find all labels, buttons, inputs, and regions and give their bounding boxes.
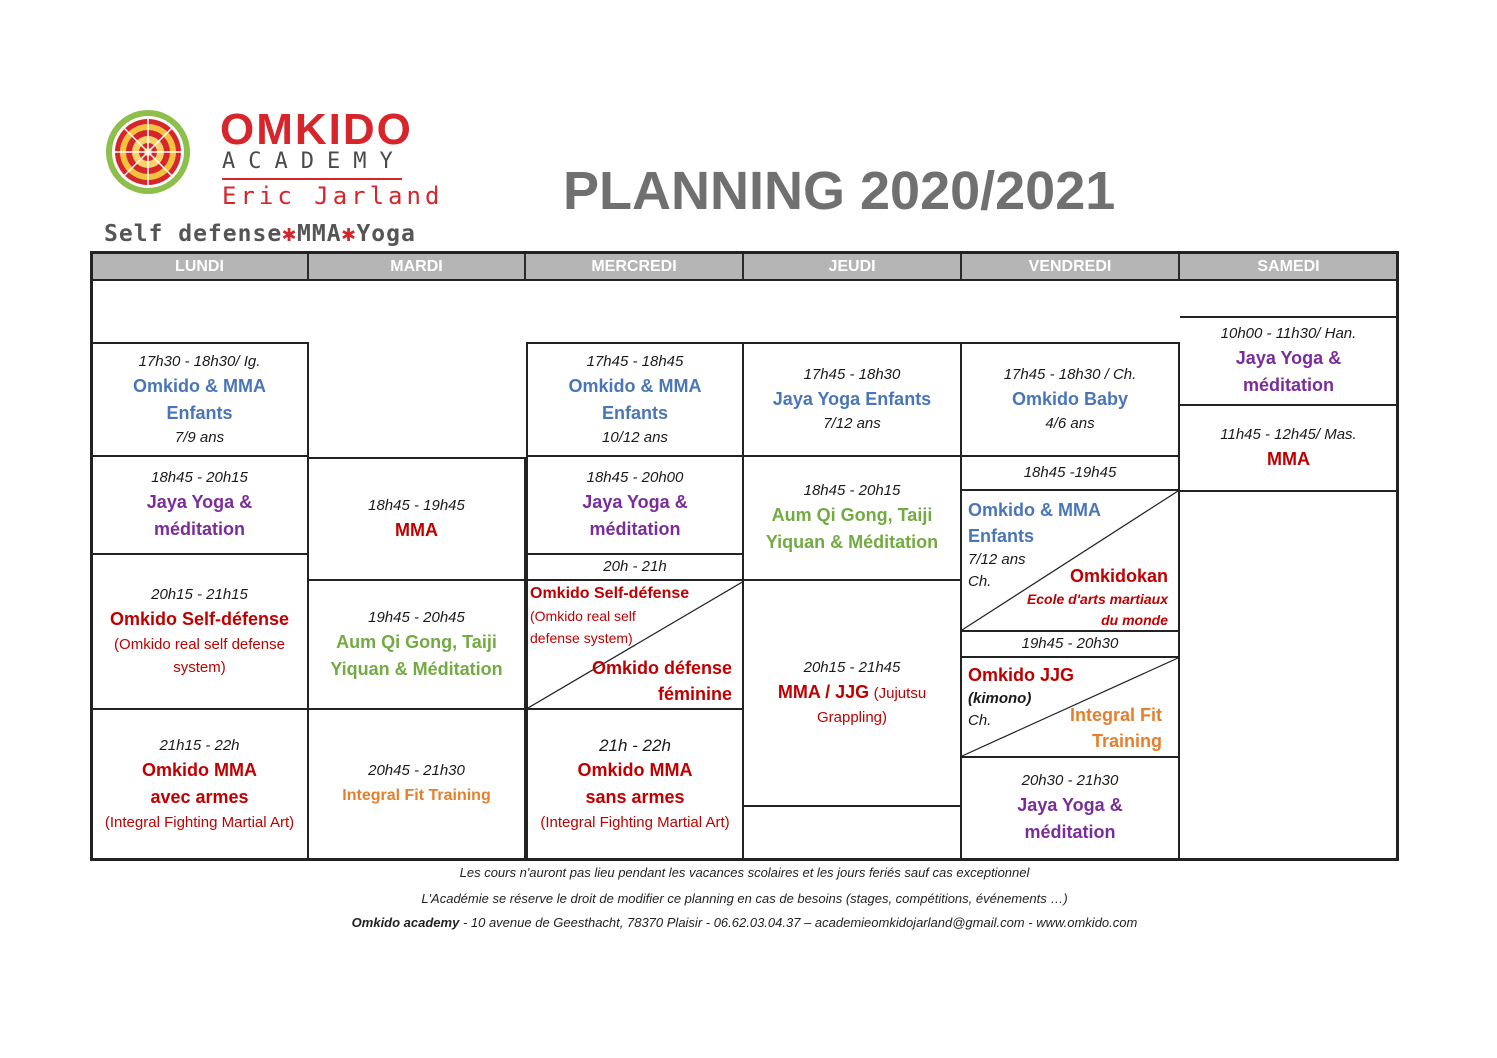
- logo-mandala-icon: [104, 108, 192, 196]
- mercredi-omkido-mma-enfants: [526, 342, 744, 457]
- brand-name: OMKIDO: [220, 105, 413, 154]
- vendredi-19h45: [962, 632, 1180, 658]
- mercredi-20h-21h: [526, 555, 744, 581]
- vendredi-split-cell-2: [962, 658, 1180, 758]
- slot-time: 20h15 - 21h15: [151, 586, 248, 603]
- vendredi-omkido-baby: [962, 342, 1180, 457]
- slot-time: 21h - 22h: [599, 735, 671, 755]
- lundi-omkido-mma-enfants: [92, 342, 309, 457]
- mercredi-split-cell: [526, 581, 744, 710]
- footer-changes-note: L'Académie se réserve le droit de modifier ce planning en cas de besoins (stages, compétitions, événements …): [421, 891, 1068, 906]
- slot-note: (Jujutsu Grappling): [816, 685, 927, 726]
- slot-time: 17h30 - 18h30/ Ig.: [138, 352, 261, 370]
- slot-note-a: (kimono): [968, 690, 1032, 707]
- slot-title: Jaya Yoga & méditation: [146, 492, 253, 539]
- slot-title: Omkido Self-défense: [109, 609, 290, 629]
- slot-note: (Omkido real self defense system): [114, 636, 285, 676]
- brand-tagline: [104, 220, 416, 248]
- slot-time: 20h30 - 21h30: [1021, 772, 1119, 789]
- slot-title: Integral Fit Training: [342, 786, 491, 804]
- tagline-yoga: Yoga: [356, 221, 416, 247]
- slot-time: 20h15 - 21h45: [803, 659, 901, 676]
- vendredi-split-cell-1: [962, 491, 1180, 632]
- mercredi-jaya-yoga: [526, 457, 744, 555]
- slot-time: 20h45 - 21h30: [368, 761, 465, 779]
- slot-time: 17h45 - 18h30 / Ch.: [1003, 366, 1137, 383]
- brand-divider: [222, 178, 402, 180]
- footer-academy-name: Omkido academy: [351, 915, 460, 930]
- slot-time: 18h45 - 20h00: [586, 469, 684, 486]
- slot-age: 7/9 ans: [174, 428, 225, 446]
- brand-academy: ACADEMY: [222, 149, 406, 174]
- samedi-mma: [1180, 406, 1397, 492]
- slot-note: (Integral Fighting Martial Art): [540, 813, 730, 831]
- slot-age: 10/12 ans: [602, 428, 668, 446]
- slot-coach-a: Ch.: [968, 573, 992, 590]
- slot-title: Jaya Yoga & méditation: [582, 492, 688, 539]
- slot-title: Jaya Yoga & méditation: [1017, 795, 1123, 842]
- header-vendredi: VENDREDI: [962, 253, 1180, 280]
- tagline-self-defense: Self defense: [104, 221, 283, 247]
- mercredi-omkido-mma-sans-armes: [526, 710, 744, 858]
- slot-time: 17h45 - 18h45: [586, 352, 684, 370]
- jeudi-empty: [744, 807, 962, 858]
- header-mercredi: MERCREDI: [526, 253, 744, 280]
- mardi-mma: [309, 457, 526, 581]
- slot-time: 11h45 - 12h45/ Mas.: [1220, 425, 1357, 443]
- slot-time: 21h15 - 22h: [159, 736, 240, 754]
- slot-time: 19h45 - 20h45: [368, 608, 465, 626]
- header-samedi: SAMEDI: [1180, 253, 1397, 280]
- slot-title-b: Omkidokan: [1069, 566, 1168, 586]
- lundi-omkido-mma-armes: [92, 710, 309, 858]
- slot-title-a: Omkido & MMA Enfants: [968, 500, 1101, 546]
- slot-time: 18h45 -19h45: [1023, 464, 1117, 481]
- footer-holidays-note: Les cours n'auront pas lieu pendant les vacances scolaires et les jours feriés sauf cas exceptionnel: [459, 865, 1030, 880]
- header-mardi: MARDI: [309, 253, 526, 280]
- slot-title-a: Omkido JJG: [968, 665, 1075, 685]
- header-jeudi: JEUDI: [744, 253, 962, 280]
- slot-title: Omkido & MMA Enfants: [568, 375, 702, 423]
- slot-time: 18h45 - 20h15: [803, 482, 901, 499]
- slot-note-b: Ecole d'arts martiaux du monde: [1026, 591, 1168, 628]
- slot-title-b: Integral Fit Training: [1069, 705, 1162, 751]
- footer-contact-details: - 10 avenue de Geesthacht, 78370 Plaisir - 06.62.03.04.37 – academieomkidojarland@gmail.com - www.omkido.com: [459, 915, 1138, 930]
- page-title: PLANNING 2020/2021: [563, 161, 1116, 221]
- slot-time: 18h45 - 19h45: [368, 496, 465, 514]
- jeudi-jaya-yoga-enfants: [744, 342, 962, 457]
- slot-note-a: (Omkido real self defense system): [530, 608, 636, 646]
- slot-title: MMA: [1267, 448, 1310, 469]
- jeudi-aum-qi-gong: [744, 457, 962, 581]
- vendredi-18h45: [962, 457, 1180, 491]
- slot-title: MMA: [395, 519, 438, 540]
- header-divider: [92, 279, 1397, 281]
- mardi-integral-fit: [309, 710, 526, 858]
- slot-time: 19h45 - 20h30: [1021, 635, 1119, 652]
- slot-time: 20h - 21h: [603, 558, 667, 575]
- slot-title: Aum Qi Gong, Taiji Yiquan & Méditation: [330, 631, 503, 679]
- lundi-jaya-yoga: [92, 457, 309, 555]
- slot-title: Omkido MMA sans armes: [577, 759, 693, 807]
- samedi-jaya-yoga: [1180, 316, 1397, 406]
- slot-title-a: Omkido Self-défense: [530, 585, 690, 602]
- tagline-mma: MMA: [297, 221, 342, 247]
- mardi-aum-qi-gong: [309, 581, 526, 710]
- slot-coach-a: Ch.: [968, 712, 992, 729]
- star-icon: ✱: [341, 221, 357, 247]
- slot-age-a: 7/12 ans: [968, 551, 1026, 568]
- slot-note: (Integral Fighting Martial Art): [104, 813, 295, 831]
- footer-contact: [90, 914, 1399, 932]
- slot-title: Omkido Baby: [1011, 389, 1129, 409]
- slot-title: Omkido MMA avec armes: [142, 759, 257, 807]
- slot-title: Jaya Yoga & méditation: [1235, 348, 1342, 395]
- slot-title: MMA / JJG: [777, 682, 870, 702]
- slot-title: Jaya Yoga Enfants: [772, 389, 932, 409]
- slot-title: Omkido & MMA Enfants: [133, 375, 266, 423]
- brand-owner: Eric Jarland: [222, 182, 444, 210]
- header-lundi: LUNDI: [92, 253, 309, 280]
- slot-title: Aum Qi Gong, Taiji Yiquan & Méditation: [765, 505, 939, 552]
- slot-title-b: Omkido défense féminine: [591, 658, 732, 704]
- slot-time: 17h45 - 18h30: [803, 366, 901, 383]
- vendredi-jaya-yoga: [962, 758, 1180, 858]
- slot-age: 7/12 ans: [823, 415, 881, 432]
- slot-time: 10h00 - 11h30/ Han.: [1220, 325, 1357, 342]
- jeudi-mma-jjg: [744, 581, 962, 807]
- slot-time: 18h45 - 20h15: [151, 469, 248, 486]
- star-icon: ✱: [282, 221, 298, 247]
- slot-age: 4/6 ans: [1045, 415, 1095, 432]
- lundi-omkido-self-defense: [92, 555, 309, 710]
